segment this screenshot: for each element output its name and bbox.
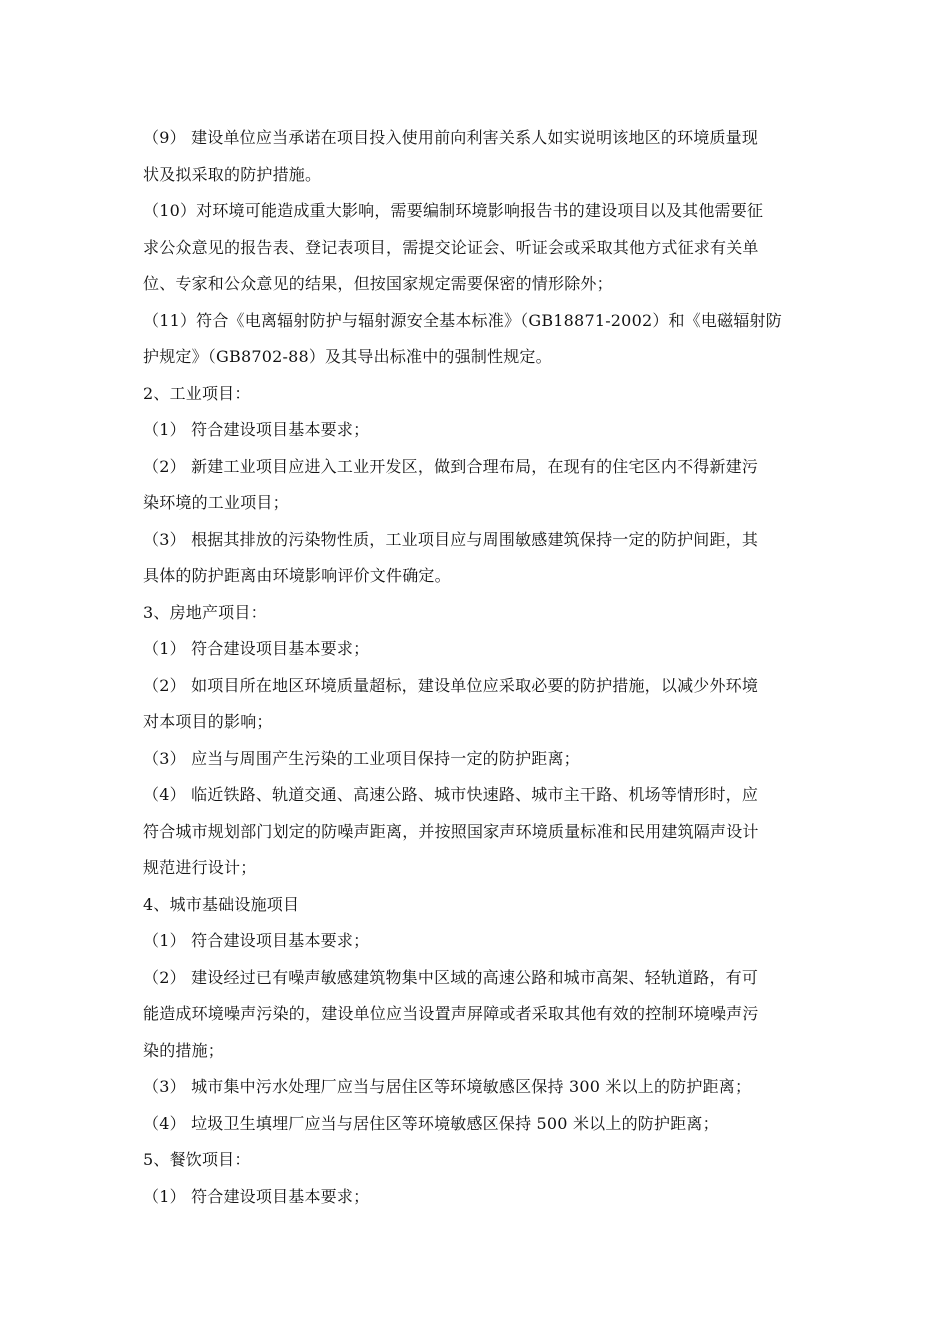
text-line: 染的措施；	[143, 1040, 225, 1060]
text-line: （4） 临近铁路、轨道交通、高速公路、城市快速路、城市主干路、机场等情形时，应	[143, 785, 759, 804]
text-line: 能造成环境噪声污染的，建设单位应当设置声屏障或者采取其他有效的控制环境噪声污	[143, 1004, 759, 1023]
section-heading: 4、城市基础设施项目	[143, 894, 300, 914]
text-line: 护规定》（GB8702-88）及其导出标准中的强制性规定。	[143, 347, 552, 366]
text-line: （1） 符合建设项目基本要求；	[143, 420, 370, 439]
text-line: （4） 垃圾卫生填埋厂应当与居住区等环境敏感区保持 500 米以上的防护距离；	[143, 1113, 719, 1133]
text-line: （3） 根据其排放的污染物性质，工业项目应与周围敏感建筑保持一定的防护间距，其	[143, 529, 759, 549]
section-heading: 2、工业项目：	[143, 383, 251, 403]
document-body	[143, 120, 813, 1215]
text-line: （3） 城市集中污水处理厂应当与居住区等环境敏感区保持 300 米以上的防护距离；	[143, 1077, 752, 1096]
text-line: （10）对环境可能造成重大影响，需要编制环境影响报告书的建设项目以及其他需要征	[143, 201, 764, 220]
text-line: （9） 建设单位应当承诺在项目投入使用前向利害关系人如实说明该地区的环境质量现	[143, 128, 759, 147]
section-heading: 5、餐饮项目：	[143, 1150, 251, 1169]
text-line: （2） 建设经过已有噪声敏感建筑物集中区域的高速公路和城市高架、轻轨道路，有可	[143, 967, 759, 987]
text-line: （1） 符合建设项目基本要求；	[143, 639, 370, 658]
text-line: （3） 应当与周围产生污染的工业项目保持一定的防护距离；	[143, 748, 580, 768]
text-line: 规范进行设计；	[143, 858, 257, 877]
text-line: （11）符合《电离辐射防护与辐射源安全基本标准》（GB18871-2002）和《电磁辐射防	[143, 310, 782, 330]
section-heading: 3、房地产项目：	[143, 602, 267, 622]
text-line: 状及拟采取的防护措施。	[143, 164, 322, 184]
text-line: （1） 符合建设项目基本要求；	[143, 931, 370, 950]
text-line: （1） 符合建设项目基本要求；	[143, 1186, 370, 1206]
text-line: 对本项目的影响；	[143, 712, 273, 731]
text-line: 求公众意见的报告表、登记表项目，需提交论证会、听证会或采取其他方式征求有关单	[143, 237, 759, 257]
text-line: 位、专家和公众意见的结果，但按国家规定需要保密的情形除外；	[143, 274, 613, 293]
text-line: （2） 新建工业项目应进入工业开发区，做到合理布局，在现有的住宅区内不得新建污	[143, 456, 759, 476]
text-line: 染环境的工业项目；	[143, 493, 289, 512]
text-line: （2） 如项目所在地区环境质量超标，建设单位应采取必要的防护措施，以减少外环境	[143, 675, 759, 695]
text-line: 具体的防护距离由环境影响评价文件确定。	[143, 566, 451, 585]
text-line: 符合城市规划部门划定的防噪声距离，并按照国家声环境质量标准和民用建筑隔声设计	[143, 821, 759, 841]
